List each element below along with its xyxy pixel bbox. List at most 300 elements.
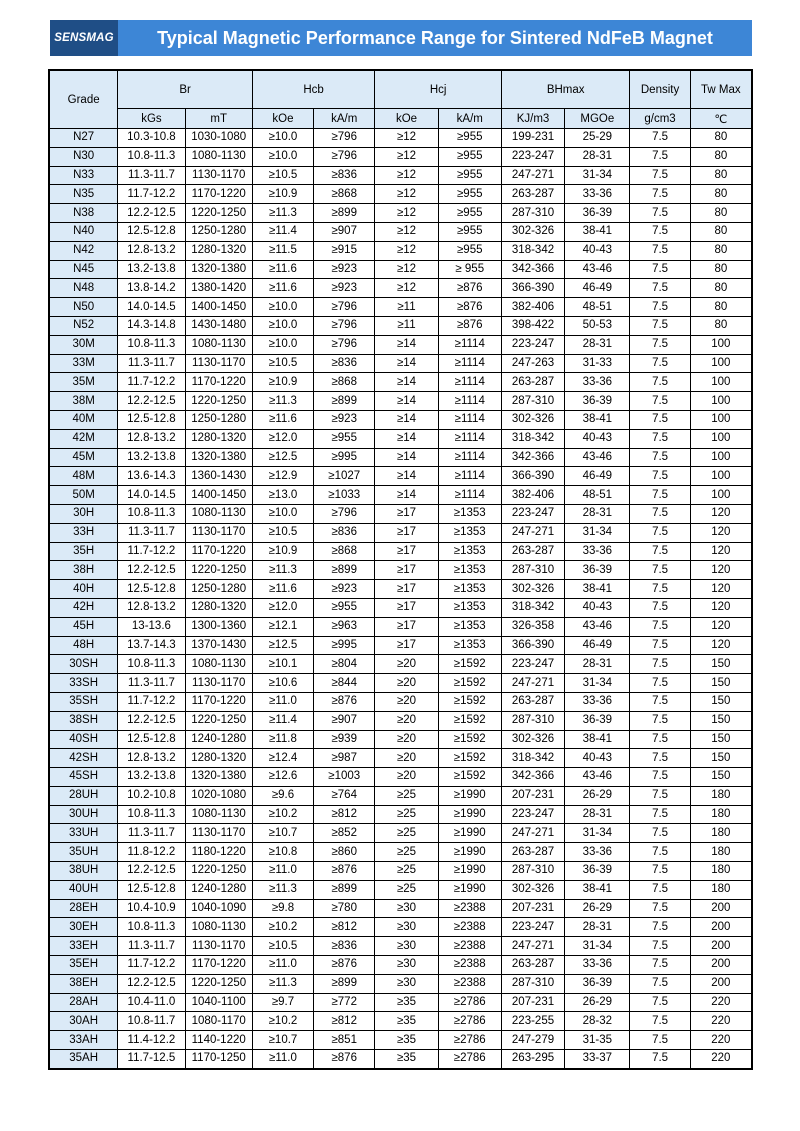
- table-cell: ≥11.0: [252, 692, 313, 711]
- table-cell: 7.5: [630, 373, 690, 392]
- table-cell: ≥1114: [438, 467, 501, 486]
- table-cell: ≥12.1: [252, 617, 313, 636]
- grade-cell: 28EH: [50, 899, 118, 918]
- table-cell: 12.8-13.2: [118, 598, 185, 617]
- table-cell: 10.4-11.0: [118, 993, 185, 1012]
- table-row: [50, 392, 752, 411]
- table-cell: 366-390: [501, 279, 564, 298]
- table-row: [50, 692, 752, 711]
- table-cell: 50-53: [565, 316, 630, 335]
- table-cell: ≥30: [375, 956, 438, 975]
- table-cell: 36-39: [565, 561, 630, 580]
- table-cell: ≥899: [314, 561, 375, 580]
- table-cell: 220: [690, 1031, 751, 1050]
- table-row: [50, 504, 752, 523]
- table-row: [50, 222, 752, 241]
- table-cell: ≥11.8: [252, 730, 313, 749]
- table-cell: 100: [690, 373, 751, 392]
- unit-header: kGs: [118, 109, 185, 129]
- table-cell: 1320-1380: [185, 768, 252, 787]
- table-cell: ≥13.0: [252, 486, 313, 505]
- grade-cell: 38SH: [50, 711, 118, 730]
- table-cell: ≥995: [314, 636, 375, 655]
- table-cell: 7.5: [630, 486, 690, 505]
- table-cell: 1170-1250: [185, 1050, 252, 1069]
- table-cell: 1130-1170: [185, 824, 252, 843]
- table-cell: 7.5: [630, 260, 690, 279]
- table-cell: 1220-1250: [185, 204, 252, 223]
- table-row: [50, 674, 752, 693]
- table-cell: ≥11.3: [252, 204, 313, 223]
- table-cell: ≥1353: [438, 542, 501, 561]
- table-cell: 1170-1220: [185, 956, 252, 975]
- table-row: [50, 730, 752, 749]
- unit-header-row: [50, 109, 752, 129]
- table-cell: 120: [690, 580, 751, 599]
- table-cell: 1430-1480: [185, 316, 252, 335]
- unit-header: mT: [185, 109, 252, 129]
- table-cell: 120: [690, 636, 751, 655]
- table-cell: ≥25: [375, 824, 438, 843]
- grade-cell: 35UH: [50, 843, 118, 862]
- table-cell: 7.5: [630, 692, 690, 711]
- table-cell: ≥812: [314, 1012, 375, 1031]
- table-cell: 12.5-12.8: [118, 410, 185, 429]
- table-cell: 1080-1130: [185, 918, 252, 937]
- table-cell: 12.8-13.2: [118, 749, 185, 768]
- table-cell: 12.5-12.8: [118, 580, 185, 599]
- grade-cell: 33EH: [50, 937, 118, 956]
- grade-cell: 38UH: [50, 862, 118, 881]
- table-cell: 398-422: [501, 316, 564, 335]
- table-cell: 11.3-11.7: [118, 523, 185, 542]
- table-cell: 7.5: [630, 598, 690, 617]
- table-cell: ≥12: [375, 166, 438, 185]
- table-row: [50, 843, 752, 862]
- table-cell: 223-247: [501, 504, 564, 523]
- table-cell: 1320-1380: [185, 260, 252, 279]
- table-cell: 33-36: [565, 542, 630, 561]
- table-cell: 7.5: [630, 993, 690, 1012]
- table-cell: 46-49: [565, 636, 630, 655]
- table-cell: 1170-1220: [185, 542, 252, 561]
- table-cell: 10.8-11.3: [118, 918, 185, 937]
- header-br: Br: [118, 71, 253, 109]
- table-cell: ≥836: [314, 523, 375, 542]
- table-cell: ≥772: [314, 993, 375, 1012]
- table-cell: ≥780: [314, 899, 375, 918]
- table-cell: 1080-1130: [185, 504, 252, 523]
- table-cell: 12.2-12.5: [118, 561, 185, 580]
- table-cell: 36-39: [565, 862, 630, 881]
- table-cell: 150: [690, 768, 751, 787]
- table-cell: ≥2388: [438, 918, 501, 937]
- table-cell: 223-255: [501, 1012, 564, 1031]
- table-cell: 287-310: [501, 974, 564, 993]
- table-cell: 382-406: [501, 298, 564, 317]
- table-cell: ≥11.6: [252, 260, 313, 279]
- table-row: [50, 617, 752, 636]
- table-cell: 200: [690, 899, 751, 918]
- table-cell: 1130-1170: [185, 674, 252, 693]
- header-hcb: Hcb: [252, 71, 375, 109]
- table-cell: 11.7-12.2: [118, 185, 185, 204]
- table-cell: ≥1990: [438, 880, 501, 899]
- table-cell: ≥836: [314, 937, 375, 956]
- table-cell: 80: [690, 298, 751, 317]
- table-cell: ≥12: [375, 222, 438, 241]
- table-cell: 1130-1170: [185, 354, 252, 373]
- table-cell: 100: [690, 486, 751, 505]
- table-cell: ≥836: [314, 354, 375, 373]
- table-cell: 223-247: [501, 147, 564, 166]
- table-cell: 31-33: [565, 354, 630, 373]
- table-cell: ≥915: [314, 241, 375, 260]
- table-cell: 7.5: [630, 918, 690, 937]
- table-cell: ≥899: [314, 204, 375, 223]
- table-cell: 10.8-11.3: [118, 805, 185, 824]
- table-cell: 100: [690, 448, 751, 467]
- table-cell: ≥10.9: [252, 542, 313, 561]
- table-row: [50, 880, 752, 899]
- table-cell: 247-263: [501, 354, 564, 373]
- table-cell: ≥1990: [438, 843, 501, 862]
- table-cell: 7.5: [630, 711, 690, 730]
- table-cell: ≥851: [314, 1031, 375, 1050]
- table-cell: 28-31: [565, 504, 630, 523]
- table-cell: ≥20: [375, 730, 438, 749]
- table-cell: ≥2388: [438, 956, 501, 975]
- table-cell: 200: [690, 918, 751, 937]
- table-cell: 382-406: [501, 486, 564, 505]
- table-cell: 80: [690, 222, 751, 241]
- table-cell: 7.5: [630, 504, 690, 523]
- table-cell: 31-34: [565, 166, 630, 185]
- table-cell: 326-358: [501, 617, 564, 636]
- table-cell: ≥20: [375, 674, 438, 693]
- table-cell: 38-41: [565, 580, 630, 599]
- table-cell: 1020-1080: [185, 786, 252, 805]
- table-cell: ≥923: [314, 260, 375, 279]
- table-cell: ≥1114: [438, 486, 501, 505]
- table-cell: 1080-1130: [185, 147, 252, 166]
- table-row: [50, 974, 752, 993]
- table-cell: 247-271: [501, 824, 564, 843]
- table-cell: 40-43: [565, 429, 630, 448]
- table-cell: ≥955: [438, 204, 501, 223]
- table-cell: 342-366: [501, 260, 564, 279]
- table-cell: ≥1353: [438, 561, 501, 580]
- table-cell: 180: [690, 805, 751, 824]
- table-cell: 1030-1080: [185, 129, 252, 148]
- table-cell: 207-231: [501, 786, 564, 805]
- grade-cell: N42: [50, 241, 118, 260]
- grade-cell: 35M: [50, 373, 118, 392]
- table-cell: 31-35: [565, 1031, 630, 1050]
- table-row: [50, 448, 752, 467]
- unit-header: KJ/m3: [501, 109, 564, 129]
- grade-cell: N40: [50, 222, 118, 241]
- table-cell: 43-46: [565, 768, 630, 787]
- table-cell: 100: [690, 467, 751, 486]
- brand-logo: SENSMAG: [50, 20, 118, 56]
- table-cell: 46-49: [565, 279, 630, 298]
- table-row: [50, 542, 752, 561]
- group-header-row: [50, 71, 752, 109]
- table-cell: ≥11.3: [252, 974, 313, 993]
- table-cell: ≥35: [375, 1031, 438, 1050]
- table-cell: 1080-1130: [185, 805, 252, 824]
- table-cell: ≥12.5: [252, 636, 313, 655]
- table-cell: 13.7-14.3: [118, 636, 185, 655]
- table-cell: 1380-1420: [185, 279, 252, 298]
- table-cell: ≥10.0: [252, 504, 313, 523]
- table-cell: 318-342: [501, 429, 564, 448]
- grade-cell: 38M: [50, 392, 118, 411]
- table-row: [50, 354, 752, 373]
- table-cell: 11.7-12.2: [118, 692, 185, 711]
- table-cell: ≥11.0: [252, 1050, 313, 1069]
- table-cell: 302-326: [501, 880, 564, 899]
- table-cell: ≥11: [375, 298, 438, 317]
- table-cell: 1320-1380: [185, 448, 252, 467]
- table-cell: 263-287: [501, 843, 564, 862]
- table-cell: 287-310: [501, 204, 564, 223]
- table-cell: ≥10.2: [252, 1012, 313, 1031]
- table-cell: 7.5: [630, 1050, 690, 1069]
- table-cell: ≥12: [375, 260, 438, 279]
- table-cell: ≥10.5: [252, 354, 313, 373]
- table-cell: 7.5: [630, 1012, 690, 1031]
- table-cell: 12.2-12.5: [118, 711, 185, 730]
- table-cell: 40-43: [565, 749, 630, 768]
- grade-cell: 35AH: [50, 1050, 118, 1069]
- table-cell: ≥796: [314, 129, 375, 148]
- table-cell: 38-41: [565, 410, 630, 429]
- table-cell: ≥10.9: [252, 373, 313, 392]
- table-cell: ≥1592: [438, 711, 501, 730]
- table-cell: 1280-1320: [185, 749, 252, 768]
- table-cell: 287-310: [501, 862, 564, 881]
- unit-header: MGOe: [565, 109, 630, 129]
- table-cell: 14.0-14.5: [118, 298, 185, 317]
- table-cell: 11.8-12.2: [118, 843, 185, 862]
- table-cell: ≥9.7: [252, 993, 313, 1012]
- table-cell: 7.5: [630, 392, 690, 411]
- table-cell: 7.5: [630, 824, 690, 843]
- table-row: [50, 749, 752, 768]
- table-row: [50, 486, 752, 505]
- table-row: [50, 956, 752, 975]
- title-banner: [50, 20, 752, 56]
- table-cell: 220: [690, 1050, 751, 1069]
- table-cell: 366-390: [501, 636, 564, 655]
- table-cell: ≥11.4: [252, 711, 313, 730]
- table-cell: ≥899: [314, 392, 375, 411]
- table-cell: ≥12.0: [252, 429, 313, 448]
- table-cell: 7.5: [630, 467, 690, 486]
- table-cell: ≥10.7: [252, 1031, 313, 1050]
- table-row: [50, 993, 752, 1012]
- table-cell: 1080-1130: [185, 335, 252, 354]
- table-cell: 7.5: [630, 805, 690, 824]
- table-cell: 26-29: [565, 899, 630, 918]
- table-cell: 263-287: [501, 956, 564, 975]
- table-cell: 287-310: [501, 711, 564, 730]
- grade-cell: N27: [50, 129, 118, 148]
- table-cell: 1080-1130: [185, 655, 252, 674]
- table-cell: ≥10.9: [252, 185, 313, 204]
- table-cell: 1240-1280: [185, 880, 252, 899]
- unit-header: kA/m: [314, 109, 375, 129]
- table-cell: ≥1114: [438, 373, 501, 392]
- table-cell: ≥9.6: [252, 786, 313, 805]
- table-cell: 12.2-12.5: [118, 974, 185, 993]
- table-row: [50, 298, 752, 317]
- table-cell: 11.3-11.7: [118, 937, 185, 956]
- table-row: [50, 204, 752, 223]
- table-cell: ≥10.5: [252, 166, 313, 185]
- table-cell: 7.5: [630, 354, 690, 373]
- table-cell: ≥955: [438, 241, 501, 260]
- table-cell: ≥11.6: [252, 580, 313, 599]
- table-cell: ≥ 955: [438, 260, 501, 279]
- table-cell: ≥2786: [438, 1050, 501, 1069]
- table-cell: 33-37: [565, 1050, 630, 1069]
- table-cell: 12.2-12.5: [118, 204, 185, 223]
- table-cell: 180: [690, 786, 751, 805]
- unit-header: kOe: [252, 109, 313, 129]
- table-cell: ≥17: [375, 504, 438, 523]
- table-cell: ≥12.4: [252, 749, 313, 768]
- table-cell: ≥812: [314, 805, 375, 824]
- table-cell: 13.6-14.3: [118, 467, 185, 486]
- table-cell: ≥11.4: [252, 222, 313, 241]
- table-cell: 200: [690, 956, 751, 975]
- table-cell: 10.8-11.3: [118, 655, 185, 674]
- table-cell: 223-247: [501, 805, 564, 824]
- table-cell: ≥1353: [438, 580, 501, 599]
- table-cell: ≥796: [314, 298, 375, 317]
- grade-cell: 33SH: [50, 674, 118, 693]
- table-cell: ≥11.3: [252, 561, 313, 580]
- grade-cell: 40SH: [50, 730, 118, 749]
- header-bhmax: BHmax: [501, 71, 630, 109]
- table-cell: ≥1353: [438, 523, 501, 542]
- grade-cell: N38: [50, 204, 118, 223]
- table-cell: 200: [690, 937, 751, 956]
- table-cell: 11.3-11.7: [118, 824, 185, 843]
- table-cell: ≥14: [375, 429, 438, 448]
- table-cell: 40-43: [565, 241, 630, 260]
- table-row: [50, 316, 752, 335]
- table-cell: ≥30: [375, 974, 438, 993]
- table-cell: 7.5: [630, 843, 690, 862]
- table-cell: 100: [690, 410, 751, 429]
- table-cell: 31-34: [565, 523, 630, 542]
- unit-header: kOe: [375, 109, 438, 129]
- table-cell: ≥35: [375, 1012, 438, 1031]
- table-cell: 120: [690, 598, 751, 617]
- table-cell: 1250-1280: [185, 410, 252, 429]
- table-cell: 1250-1280: [185, 580, 252, 599]
- table-cell: 7.5: [630, 974, 690, 993]
- table-cell: 302-326: [501, 580, 564, 599]
- table-cell: 120: [690, 561, 751, 580]
- table-cell: 1400-1450: [185, 486, 252, 505]
- table-cell: 43-46: [565, 617, 630, 636]
- table-cell: ≥836: [314, 166, 375, 185]
- table-cell: 1040-1090: [185, 899, 252, 918]
- header-density: Density: [630, 71, 690, 109]
- table-cell: 11.7-12.5: [118, 1050, 185, 1069]
- table-cell: 10.2-10.8: [118, 786, 185, 805]
- table-cell: ≥12: [375, 279, 438, 298]
- table-cell: 7.5: [630, 674, 690, 693]
- table-cell: ≥12: [375, 185, 438, 204]
- table-cell: ≥1592: [438, 674, 501, 693]
- table-cell: 180: [690, 843, 751, 862]
- table-cell: 100: [690, 392, 751, 411]
- grade-cell: 30EH: [50, 918, 118, 937]
- table-cell: 11.4-12.2: [118, 1031, 185, 1050]
- table-cell: ≥2388: [438, 899, 501, 918]
- grade-cell: 40UH: [50, 880, 118, 899]
- table-cell: 287-310: [501, 561, 564, 580]
- table-cell: 80: [690, 279, 751, 298]
- table-cell: 100: [690, 354, 751, 373]
- grade-cell: 45H: [50, 617, 118, 636]
- table-cell: 1280-1320: [185, 598, 252, 617]
- table-cell: 1080-1170: [185, 1012, 252, 1031]
- table-cell: ≥14: [375, 354, 438, 373]
- table-cell: 180: [690, 862, 751, 881]
- table-cell: 1220-1250: [185, 561, 252, 580]
- header-tw-max: Tw Max: [690, 71, 751, 109]
- table-cell: ≥955: [438, 147, 501, 166]
- table-cell: 12.5-12.8: [118, 880, 185, 899]
- table-cell: ≥11.0: [252, 862, 313, 881]
- table-cell: 120: [690, 523, 751, 542]
- table-cell: 7.5: [630, 448, 690, 467]
- table-row: [50, 561, 752, 580]
- table-cell: 247-271: [501, 674, 564, 693]
- table-cell: ≥955: [438, 129, 501, 148]
- grade-cell: N48: [50, 279, 118, 298]
- table-cell: ≥14: [375, 410, 438, 429]
- table-cell: ≥1114: [438, 392, 501, 411]
- table-cell: 26-29: [565, 993, 630, 1012]
- table-cell: 1180-1220: [185, 843, 252, 862]
- table-cell: ≥10.0: [252, 147, 313, 166]
- table-cell: ≥1592: [438, 749, 501, 768]
- table-cell: ≥12.0: [252, 598, 313, 617]
- table-cell: 40-43: [565, 598, 630, 617]
- grade-cell: 30UH: [50, 805, 118, 824]
- table-cell: 223-247: [501, 335, 564, 354]
- table-cell: ≥852: [314, 824, 375, 843]
- table-cell: 11.3-11.7: [118, 166, 185, 185]
- table-cell: 263-287: [501, 373, 564, 392]
- table-cell: ≥25: [375, 786, 438, 805]
- table-cell: 7.5: [630, 241, 690, 260]
- table-cell: ≥17: [375, 542, 438, 561]
- grade-cell: 28AH: [50, 993, 118, 1012]
- table-cell: 7.5: [630, 410, 690, 429]
- grade-cell: 35H: [50, 542, 118, 561]
- table-cell: ≥10.7: [252, 824, 313, 843]
- grade-cell: 40M: [50, 410, 118, 429]
